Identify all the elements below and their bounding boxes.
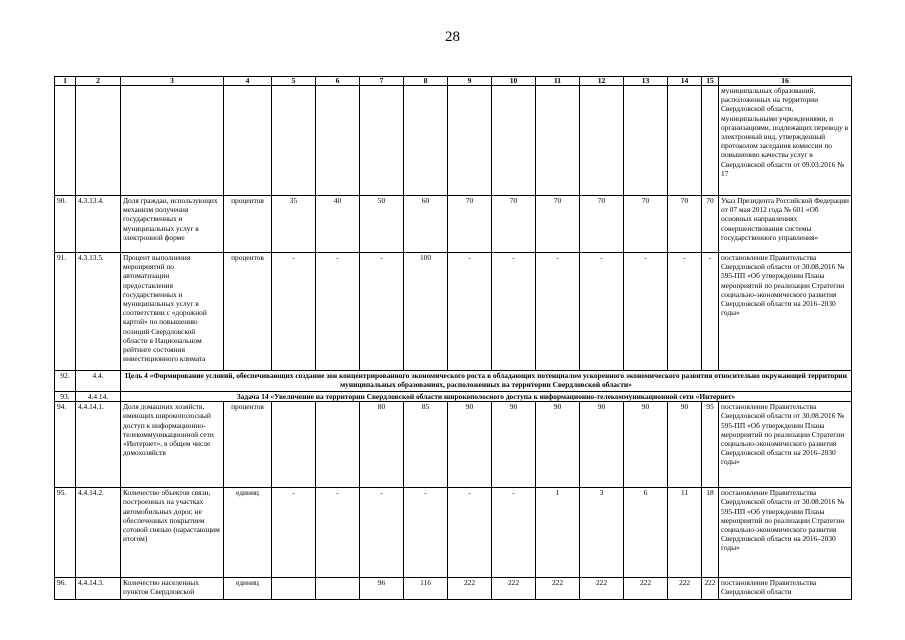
value-cell: 70	[492, 196, 536, 253]
value-cell: 90	[668, 402, 702, 488]
table-row	[55, 488, 852, 578]
value-cell: -	[624, 253, 668, 371]
value-cell: 70	[668, 196, 702, 253]
goal-text: Цель 4 «Формирование условий, обеспечивающих создание зон концентрированного экономического роста в обладающих потенциалом ускоренного экономического развития относительно окружающей территории муниципальных образованиях, расположенных на территории Свердловской области»	[121, 371, 852, 392]
value-cell: 222	[624, 578, 668, 600]
value-cell: 70	[536, 196, 580, 253]
value-cell: -	[316, 488, 360, 578]
source-cell: постановление Правительства Свердловской области от 30.08.2016 № 595-ПП «Об утверждении Плана мероприятий по реализации Стратегии социально-экономического развития Свердловской области на 2016–2030 годы»	[719, 402, 852, 488]
row-number: 96.	[55, 578, 76, 600]
indicator-name: Доля граждан, использующих механизм получения государственных и муниципальных услуг в электронной форме	[121, 196, 224, 253]
value-cell: -	[404, 488, 448, 578]
table-row	[55, 196, 852, 253]
col-header: 7	[360, 77, 404, 86]
value-cell: 85	[404, 402, 448, 488]
row-code: 4.4.14.	[76, 392, 121, 402]
col-header: 9	[448, 77, 492, 86]
value-cell: 50	[360, 196, 404, 253]
indicator-name: Процент выполнения мероприятий по автоматизации предоставления государственных и муниципальных услуг в соответствии с «дорожной картой» по повышению позиций Свердловской области в Национальном рейтинге состояния инвестиционного климата	[121, 253, 224, 371]
value-cell: 95	[702, 402, 719, 488]
page-number: 28	[445, 29, 460, 45]
value-cell: -	[360, 253, 404, 371]
source-cell: муниципальных образований, расположенных на территории Свердловской области, муниципальными учреждениями, и организациями, подлежащих переводу в электронный вид, утвержденный протоколом заседания комиссии по повышению качества услуг в Свердловской области от 09.03.2016 № 17	[719, 86, 852, 196]
row-code: 4.4.14.1.	[76, 402, 121, 488]
col-header: 6	[316, 77, 360, 86]
task-row	[55, 392, 852, 402]
value-cell: 222	[492, 578, 536, 600]
unit-cell: единиц	[224, 488, 272, 578]
indicator-name: Количество населенных пунктов Свердловской	[121, 578, 224, 600]
col-header: 12	[580, 77, 624, 86]
value-cell: -	[272, 253, 316, 371]
col-header: 10	[492, 77, 536, 86]
col-header: 15	[702, 77, 719, 86]
value-cell: 90	[492, 402, 536, 488]
value-cell: 3	[580, 488, 624, 578]
col-header: 16	[719, 77, 852, 86]
value-cell: 222	[668, 578, 702, 600]
value-cell: 60	[404, 196, 448, 253]
value-cell: -	[448, 253, 492, 371]
col-header: 3	[121, 77, 224, 86]
value-cell: 6	[624, 488, 668, 578]
value-cell: 1	[536, 488, 580, 578]
value-cell: -	[492, 253, 536, 371]
row-number: 94.	[55, 402, 76, 488]
value-cell: 96	[360, 578, 404, 600]
value-cell: -	[492, 488, 536, 578]
row-number: 90.	[55, 196, 76, 253]
row-code: 4.3.13.5.	[76, 253, 121, 371]
indicator-name: Доля домашних хозяйств, имеющих широкополосный доступ к информационно-телекоммуникационной сети «Интернет», в общем числе домохозяйств	[121, 402, 224, 488]
value-cell: 90	[536, 402, 580, 488]
source-cell: постановление Правительства Свердловской области от 30.08.2016 № 595-ПП «Об утверждении Плана мероприятий по реализации Стратегии социально-экономического развития Свердловской области на 2016–2030 годы»	[719, 488, 852, 578]
table-row	[55, 253, 852, 371]
value-cell: 18	[702, 488, 719, 578]
value-cell: 222	[580, 578, 624, 600]
value-cell: 35	[272, 196, 316, 253]
value-cell	[272, 578, 316, 600]
value-cell	[316, 402, 360, 488]
value-cell: 90	[624, 402, 668, 488]
value-cell: 90	[448, 402, 492, 488]
col-header: 4	[224, 77, 272, 86]
table-row	[55, 578, 852, 600]
row-code: 4.4.14.2.	[76, 488, 121, 578]
col-header: 11	[536, 77, 580, 86]
col-header: 14	[668, 77, 702, 86]
value-cell	[316, 578, 360, 600]
source-cell: постановление Правительства Свердловской области от 30.08.2016 № 595-ПП «Об утверждении Плана мероприятий по реализации Стратегии социально-экономического развития Свердловской области на 2016–2030 годы»	[719, 253, 852, 371]
value-cell: -	[536, 253, 580, 371]
value-cell: 11	[668, 488, 702, 578]
indicator-name: Количество объектов связи, построенных на участках автомобильных дорог, не обеспеченных покрытием сотовой связью (нарастающим итогом)	[121, 488, 224, 578]
value-cell: 70	[702, 196, 719, 253]
value-cell: 70	[580, 196, 624, 253]
unit-cell: единиц	[224, 578, 272, 600]
task-text: Задача 14 «Увеличение на территории Свердловской области широкополосного доступа к информационно-телекоммуникационной сети «Интернет»	[121, 392, 852, 402]
value-cell	[272, 402, 316, 488]
row-code: 4.3.13.4.	[76, 196, 121, 253]
value-cell: -	[272, 488, 316, 578]
row-code: 4.4.	[76, 371, 121, 392]
value-cell: 222	[702, 578, 719, 600]
unit-cell: процентов	[224, 402, 272, 488]
unit-cell: процентов	[224, 253, 272, 371]
value-cell: 222	[448, 578, 492, 600]
table-row	[55, 86, 852, 196]
col-header: 8	[404, 77, 448, 86]
value-cell: -	[702, 253, 719, 371]
row-number: 95.	[55, 488, 76, 578]
col-header: 13	[624, 77, 668, 86]
col-header: 1	[55, 77, 76, 86]
goal-row	[55, 371, 852, 392]
col-header: 5	[272, 77, 316, 86]
value-cell: -	[316, 253, 360, 371]
header-row	[55, 77, 852, 86]
row-number: 92.	[55, 371, 76, 392]
value-cell: -	[448, 488, 492, 578]
value-cell: 80	[360, 402, 404, 488]
col-header: 2	[76, 77, 121, 86]
value-cell: 40	[316, 196, 360, 253]
source-cell: Указ Президента Российской Федерации от 07 мая 2012 года № 601 «Об основных направлениях совершенствования системы государственного управления»	[719, 196, 852, 253]
value-cell: 90	[580, 402, 624, 488]
row-number: 91.	[55, 253, 76, 371]
unit-cell: процентов	[224, 196, 272, 253]
value-cell: -	[580, 253, 624, 371]
value-cell: 100	[404, 253, 448, 371]
table-row	[55, 402, 852, 488]
value-cell: -	[360, 488, 404, 578]
row-code: 4.4.14.3.	[76, 578, 121, 600]
value-cell: 70	[624, 196, 668, 253]
value-cell: 116	[404, 578, 448, 600]
value-cell: 222	[536, 578, 580, 600]
value-cell: 70	[448, 196, 492, 253]
value-cell: -	[668, 253, 702, 371]
indicators-table	[54, 76, 852, 600]
row-number: 93.	[55, 392, 76, 402]
source-cell: постановление Правительства Свердловской области	[719, 578, 852, 600]
